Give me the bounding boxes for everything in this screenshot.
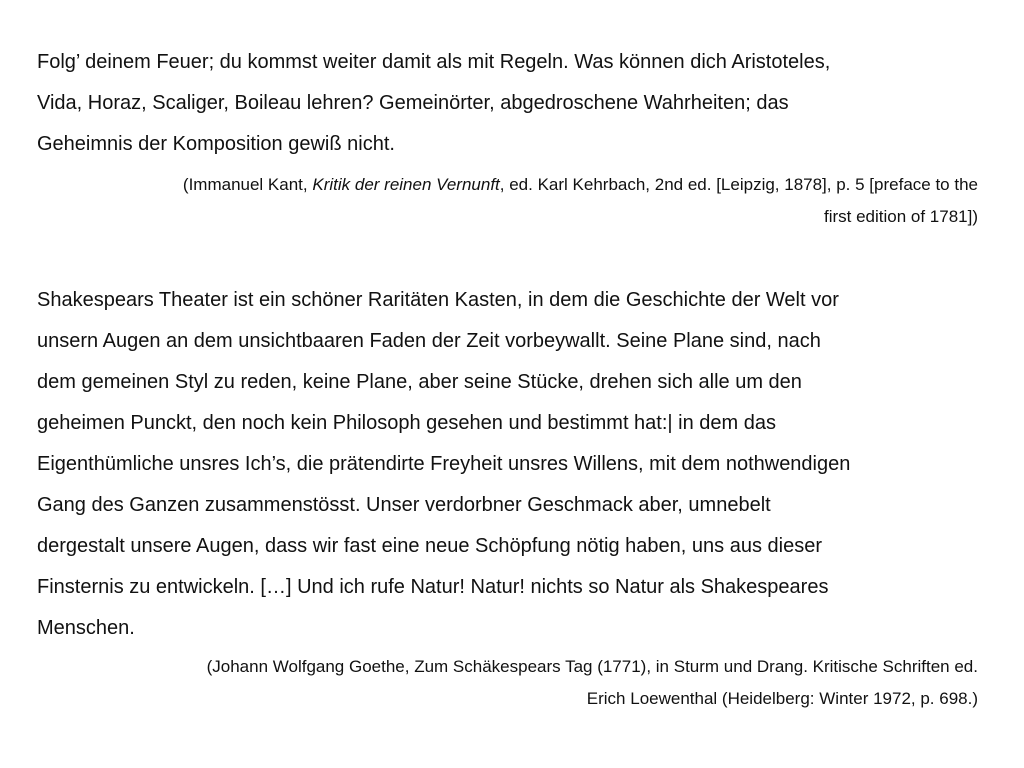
kant-quote-line: Geheimnis der Komposition gewiß nicht. (37, 133, 395, 155)
goethe-quote-line: dergestalt unsere Augen, dass wir fast eine neue Schöpfung nötig haben, uns aus dieser (37, 535, 822, 557)
kant-citation-prefix: (Immanuel Kant, (182, 175, 313, 194)
goethe-quote (37, 280, 992, 649)
goethe-quote-line: Gang des Ganzen zusammenstösst. Unser verdorbner Geschmack aber, umnebelt (37, 494, 771, 516)
kant-citation-line-1 (38, 169, 978, 201)
goethe-quote-line: unsern Augen an dem unsichtbaaren Faden der Zeit vorbeywallt. Seine Plane sind, nach (37, 330, 821, 352)
goethe-citation-line-1: (Johann Wolfgang Goethe, Zum Schäkespears Tag (1771), in Sturm und Drang. Kritische Schriften ed. (206, 657, 978, 676)
kant-quote-line: Vida, Horaz, Scaliger, Boileau lehren? Gemeinörter, abgedroschene Wahrheiten; das (37, 92, 789, 114)
kant-citation-title: Kritik der reinen Vernunft (312, 175, 500, 194)
goethe-citation-line-2: Erich Loewenthal (Heidelberg: Winter 1972, p. 698.) (586, 689, 978, 708)
kant-quote (37, 42, 992, 165)
goethe-quote-line: Eigenthümliche unsres Ich’s, die prätendirte Freyheit unsres Willens, mit dem nothwendigen (37, 453, 851, 475)
kant-quote-line: Folg’ deinem Feuer; du kommst weiter damit als mit Regeln. Was können dich Aristoteles, (37, 51, 831, 73)
goethe-quote-line: Menschen. (37, 617, 135, 639)
goethe-quote-line: Shakespears Theater ist ein schöner Raritäten Kasten, in dem die Geschichte der Welt vor (37, 289, 839, 311)
kant-citation (38, 169, 978, 233)
kant-citation-suffix: , ed. Karl Kehrbach, 2nd ed. [Leipzig, 1878], p. 5 [preface to the (499, 175, 978, 194)
goethe-citation (38, 651, 978, 715)
goethe-quote-line: dem gemeinen Styl zu reden, keine Plane, aber seine Stücke, drehen sich alle um den (37, 371, 802, 393)
goethe-quote-line: Finsternis zu entwickeln. […] Und ich rufe Natur! Natur! nichts so Natur als Shakespeares (37, 576, 829, 598)
kant-citation-line-2: first edition of 1781]) (823, 207, 978, 226)
goethe-quote-line: geheimen Punckt, den noch kein Philosoph gesehen und bestimmt hat:| in dem das (37, 412, 776, 434)
